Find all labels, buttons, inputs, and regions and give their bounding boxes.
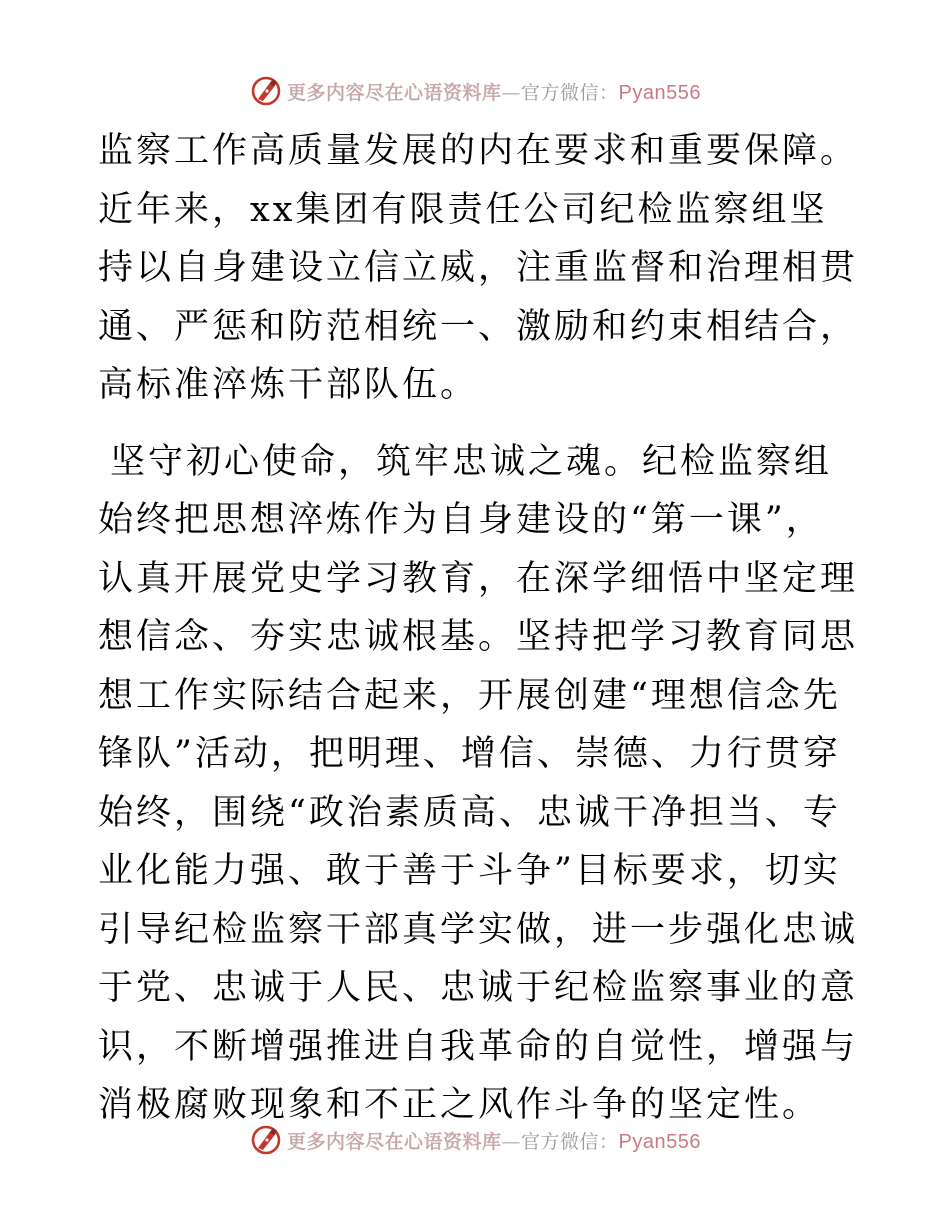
watermark-separator: — bbox=[501, 1130, 522, 1153]
watermark-label: 官方微信： bbox=[521, 1130, 619, 1153]
watermark-separator: — bbox=[501, 81, 522, 104]
pen-nib-logo-icon bbox=[249, 74, 283, 108]
header-watermark bbox=[0, 73, 950, 109]
watermark-lead: 更多内容尽在心语资料库 bbox=[287, 81, 502, 104]
watermark-lead: 更多内容尽在心语资料库 bbox=[287, 1130, 502, 1153]
watermark-text bbox=[287, 78, 701, 105]
pen-nib-logo-icon bbox=[249, 1123, 283, 1157]
paragraph-loyalty: 坚守初心使命，筑牢忠诚之魂。纪检监察组始终把思想淬炼作为自身建设的“第一课”，认真开展党史学习教育，在深学细悟中坚定理想信念、夯实忠诚根基。坚持把学习教育同思想工作实际结合起来，开展创建“理想信念先锋队”活动，把明理、增信、崇德、力行贯穿始终，围绕“政治素质高、忠诚干净担当、专业化能力强、敢于善于斗争”目标要求，切实引导纪检监察干部真学实做，进一步强化忠诚于党、忠诚于人民、忠诚于纪检监察事业的意识，不断增强推进自我革命的自觉性，增强与消极腐败现象和不正之风作斗争的坚定性。 bbox=[98, 441, 859, 1125]
watermark-text bbox=[287, 1127, 701, 1154]
watermark-wechat-id: Pyan556 bbox=[618, 1130, 701, 1153]
watermark-label: 官方微信： bbox=[521, 81, 619, 104]
paragraph-intro: 监察工作高质量发展的内在要求和重要保障。近年来，xx集团有限责任公司纪检监察组坚持以自身建设立信立威，注重监督和治理相贯通、严惩和防范相统一、激励和约束相结合，高标准淬炼干部队伍。 bbox=[98, 131, 859, 405]
document-body bbox=[98, 122, 858, 1135]
watermark-wechat-id: Pyan556 bbox=[618, 81, 701, 104]
footer-watermark bbox=[0, 1122, 950, 1158]
